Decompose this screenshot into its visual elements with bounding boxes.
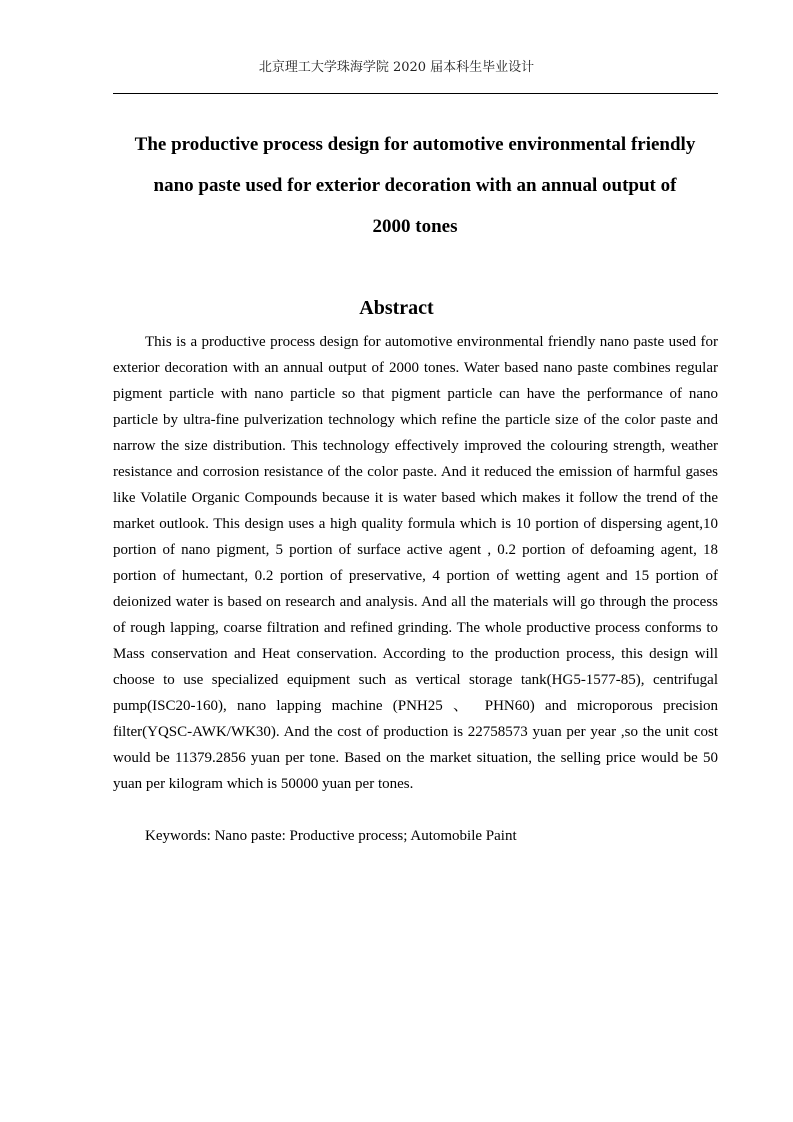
thesis-title-line-3: 2000 tones [372, 216, 458, 237]
header-divider [113, 93, 718, 94]
thesis-title-line-1: The productive process design for automotive environmental friendly [134, 134, 696, 155]
thesis-title [105, 124, 725, 247]
abstract-paragraph: This is a productive process design for automotive environmental friendly nano paste used for exterior decoration with an annual output of 2000 tones. Water based nano paste combines regular pigment particle with nano particle so that pigment particle can have the performance of nano particle by ultra-fine pulverization technology which refine the particle size of the color paste and narrow the size distribution. This technology effectively improved the colouring strength, weather resistance and corrosion resistance of the color paste. And it reduced the emission of harmful gases like Volatile Organic Compounds because it is water based which makes it follow the trend of the market outlook. This design uses a high quality formula which is 10 portion of dispersing agent,10 portion of nano pigment, 5 portion of surface active agent , 0.2 portion of defoaming agent, 18 portion of humectant, 0.2 portion of preservative, 4 portion of wetting agent and 15 portion of deionized water is based on research and analysis. And all the materials will go through the process of rough lapping, coarse filtration and refined grinding. The whole productive process conforms to Mass conservation and Heat conservation. According to the production process, this design will choose to use specialized equipment such as vertical storage tank(HG5-1577-85), centrifugal pump(ISC20-160), nano lapping machine (PNH25 、 PHN60) and microporous precision filter(YQSC-AWK/WK30). And the cost of production is 22758573 yuan per year ,so the unit cost would be 11379.2856 yuan per tone. Based on the market situation, the selling price would be 50 yuan per kilogram which is 50000 yuan per tones. [113, 334, 718, 792]
abstract-heading: Abstract [359, 297, 434, 319]
thesis-title-line-2: nano paste used for exterior decoration with an annual output of [153, 175, 677, 196]
running-header: 北京理工大学珠海学院 2020 届本科生毕业设计 [258, 60, 535, 75]
keywords-line: Keywords: Nano paste: Productive process; Automobile Paint [145, 828, 517, 844]
